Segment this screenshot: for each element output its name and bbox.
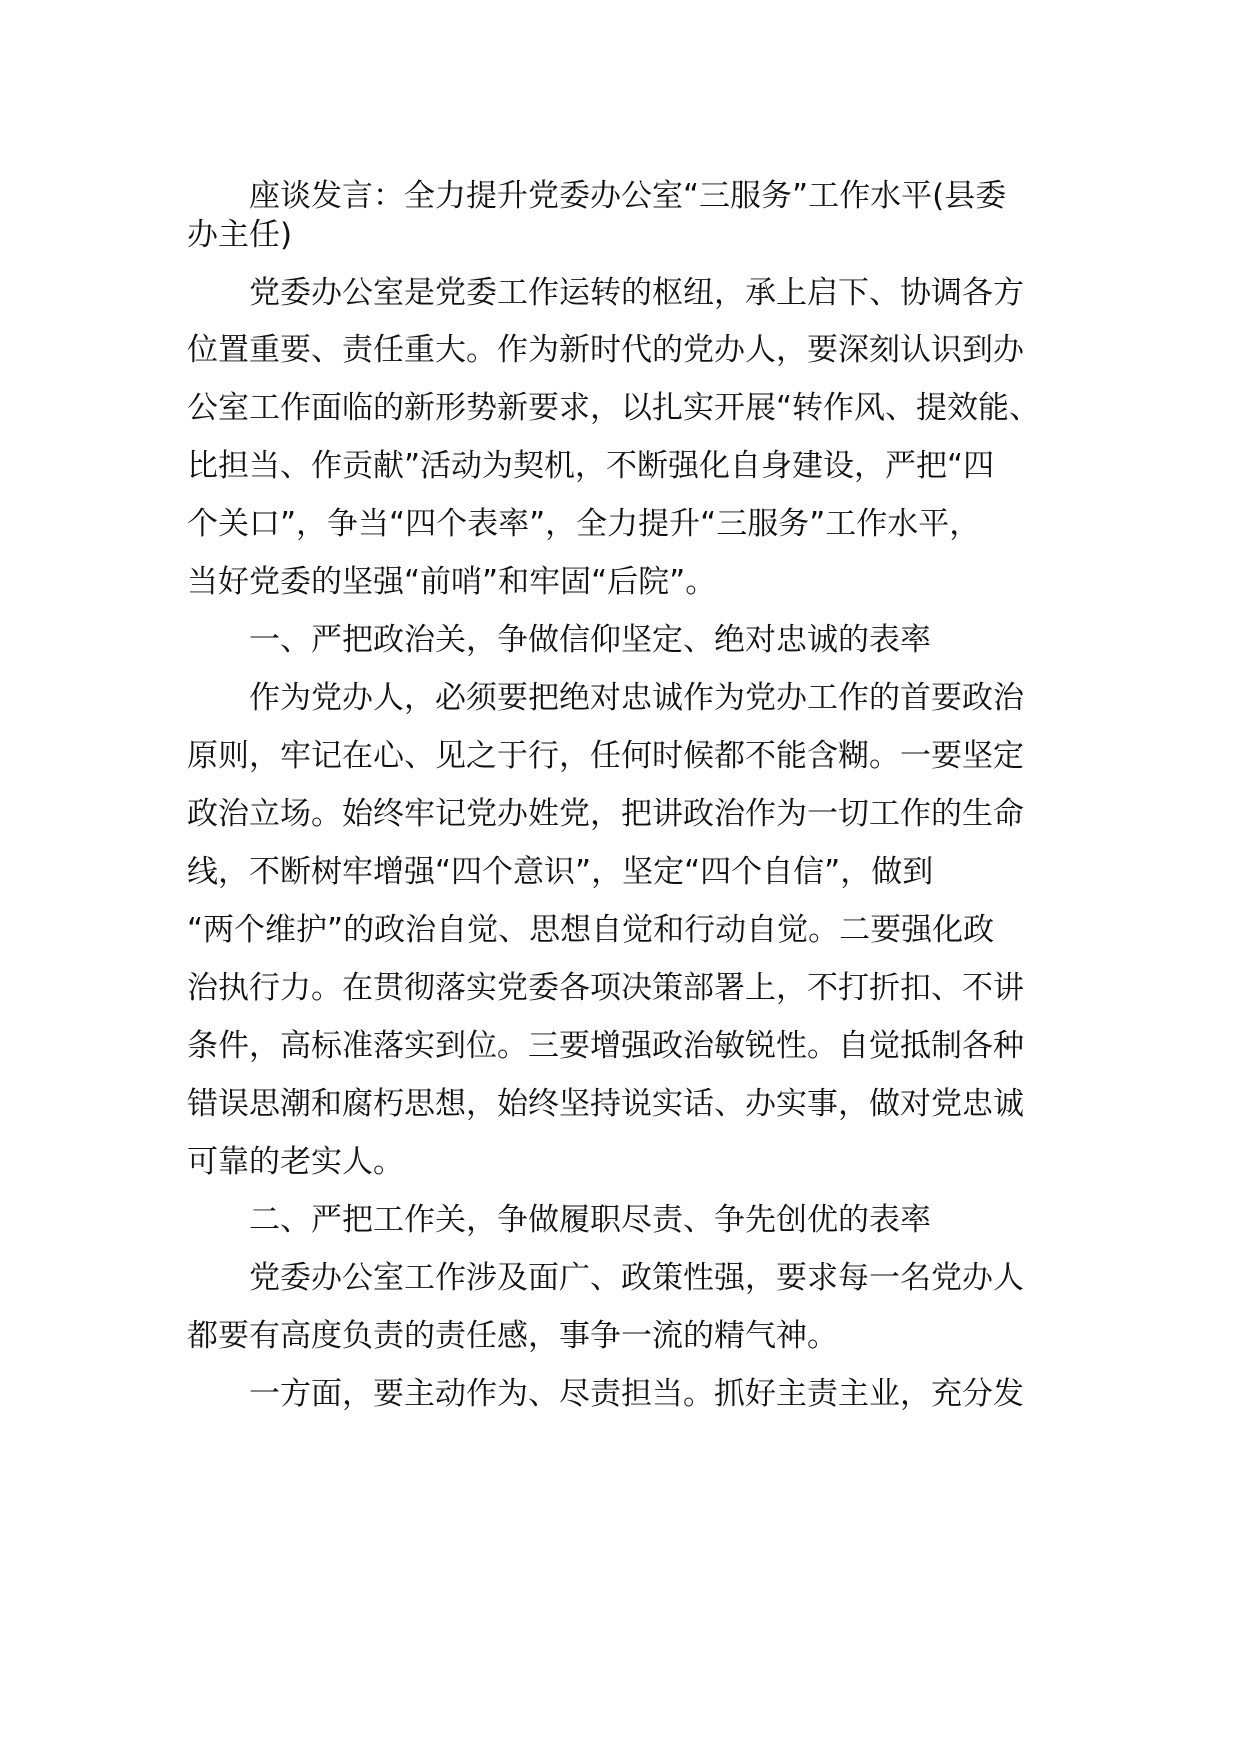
paragraph-line: 作为党办人，必须要把绝对忠诚作为党办工作的首要政治 <box>187 680 1024 716</box>
paragraph-line: 党委办公室是党委工作运转的枢纽，承上启下、协调各方 <box>187 275 1024 311</box>
paragraph-line: 可靠的老实人。 <box>187 1144 404 1180</box>
paragraph-line: 错误思潮和腐朽思想，始终坚持说实话、办实事，做对党忠诚 <box>187 1086 1024 1122</box>
paragraph-line: 党委办公室工作涉及面广、政策性强，要求每一名党办人 <box>187 1260 1024 1296</box>
paragraph-line: 一方面，要主动作为、尽责担当。抓好主责主业，充分发 <box>187 1376 1024 1412</box>
paragraph-line: 比担当、作贡献”活动为契机，不断强化自身建设，严把“四 <box>187 448 995 484</box>
paragraph-line: 当好党委的坚强“前哨”和牢固“后院”。 <box>187 564 717 600</box>
paragraph-line: “两个维护”的政治自觉、思想自觉和行动自觉。二要强化政 <box>187 912 995 948</box>
title-line-2: 办主任) <box>187 217 293 253</box>
title-line-1: 座谈发言：全力提升党委办公室“三服务”工作水平(县委 <box>187 178 1007 214</box>
paragraph-line: 线，不断树牢增强“四个意识”，坚定“四个自信”，做到 <box>187 854 934 890</box>
paragraph-line: 条件，高标准落实到位。三要增强政治敏锐性。自觉抵制各种 <box>187 1028 1024 1064</box>
section-heading-1: 一、严把政治关，争做信仰坚定、绝对忠诚的表率 <box>187 622 931 658</box>
paragraph-line: 政治立场。始终牢记党办姓党，把讲政治作为一切工作的生命 <box>187 796 1024 832</box>
paragraph-line: 公室工作面临的新形势新要求，以扎实开展“转作风、提效能、 <box>187 390 1041 426</box>
paragraph-line: 位置重要、责任重大。作为新时代的党办人，要深刻认识到办 <box>187 332 1024 368</box>
paragraph-line: 个关口”，争当“四个表率”，全力提升“三服务”工作水平， <box>187 506 981 542</box>
paragraph-line: 原则，牢记在心、见之于行，任何时候都不能含糊。一要坚定 <box>187 738 1024 774</box>
paragraph-line: 治执行力。在贯彻落实党委各项决策部署上，不打折扣、不讲 <box>187 970 1024 1006</box>
paragraph-line: 都要有高度负责的责任感，事争一流的精气神。 <box>187 1318 838 1354</box>
section-heading-2: 二、严把工作关，争做履职尽责、争先创优的表率 <box>187 1202 931 1238</box>
